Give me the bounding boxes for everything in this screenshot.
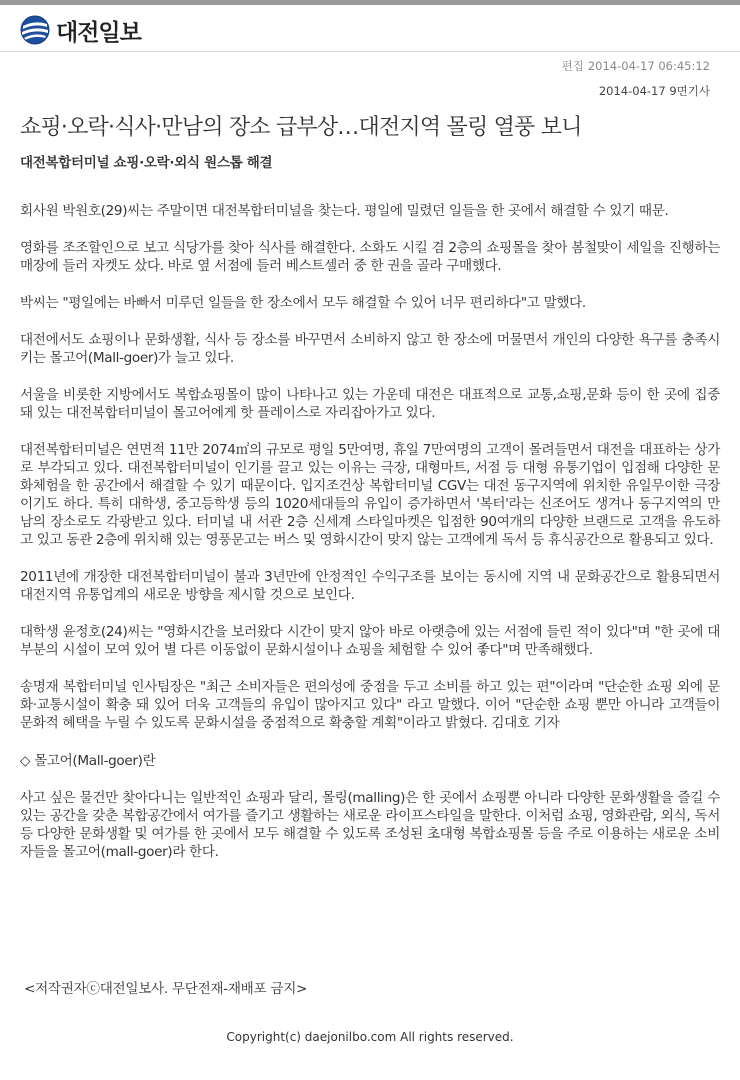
- site-logo[interactable]: [20, 14, 141, 46]
- edit-time: 2014-04-17 06:45:12: [587, 59, 710, 73]
- article-paragraph: 대전에서도 쇼핑이나 문화생활, 식사 등 장소를 바꾸면서 소비하지 않고 한 장소에 머물면서 개인의 다양한 욕구를 충족시키는 몰고어(Mall-goer)가 늘고 있다.: [20, 332, 720, 366]
- site-header: [0, 5, 740, 52]
- article-paragraph: 박씨는 "평일에는 바빠서 미루던 일들을 한 장소에서 모두 해결할 수 있어 너무 편리하다"고 말했다.: [20, 295, 586, 311]
- edit-timestamp: [562, 58, 710, 74]
- article-title: 쇼핑·오락·식사·만남의 장소 급부상…대전지역 몰링 열풍 보니: [20, 115, 582, 140]
- logo-text: 대전일보: [56, 19, 141, 46]
- article-subtitle: 대전복합터미널 쇼핑·오락·외식 원스톱 해결: [20, 155, 273, 171]
- article-paragraph: 2011년에 개장한 대전복합터미널이 불과 3년만에 안정적인 수익구조를 보이는 동시에 지역 내 문화공간으로 활용되면서 대전지역 유통업계의 새로운 방향을 제시할 것으로 보인다.: [20, 569, 720, 603]
- article-paragraph: 대전복합터미널은 연면적 11만 2074㎡의 규모로 평일 5만여명, 휴일 7만여명의 고객이 몰려들면서 대전을 대표하는 상가로 부각되고 있다. 대전복합터미널이 인기를 끌고 있는 이유는 극장, 대형마트, 서점 등 대형 유통기업이 입점해 다양한 문화체험을 한 공간에서 해결할 수 있기 때문이다. 입지조건상 복합터미널 CGV는 대전 동구지역에 위치한 유일무이한 극장이기도 하다. 특히 대학생, 중고등학생 등의 1020세대들의 유입이 증가하면서 '복터'라는 신조어도 생겨나 동구지역의 만남의 장소로도 각광받고 있다. 터미널 내 서관 2층 신세계 스타일마켓은 입점한 90여개의 다양한 브랜드로 고객을 유도하고 있고 동관 2층에 위치해 있는 영풍문고는 버스 및 영화시간이 맞지 않는 고객에게 독서 등 휴식공간으로 활용되고 있다.: [20, 442, 720, 548]
- edit-label: 편집: [561, 59, 584, 73]
- article-paragraph: 대학생 윤정호(24)씨는 "영화시간을 보러왔다 시간이 맞지 않아 바로 아랫층에 있는 서점에 들린 적이 있다"며 "한 곳에 대부분의 시설이 모여 있어 별 다른 이동없이 문화시설이나 쇼핑을 체험할 수 있어 좋다"며 만족해했다.: [20, 624, 720, 658]
- article-paragraph: 송명재 복합터미널 인사팀장은 "최근 소비자들은 편의성에 중점을 두고 소비를 하고 있는 편"이라며 "단순한 쇼핑 외에 문화·교통시설이 확충 돼 있어 더욱 고객들의 유입이 많아지고 있다" 라고 말했다. 이어 "단순한 쇼핑 뿐만 아니라 고객들이 문화적 혜택을 누릴 수 있도록 문화시설을 중점적으로 확충할 계획"이라고 밝혔다. 김대호 기자: [20, 679, 720, 731]
- globe-logo-icon: [20, 15, 50, 45]
- article-paragraph: 회사원 박원호(29)씨는 주말이면 대전복합터미널을 찾는다. 평일에 밀렸던 일들을 한 곳에서 해결할 수 있기 때문.: [20, 203, 669, 219]
- box-paragraph: 사고 싶은 물건만 찾아다니는 일반적인 쇼핑과 달리, 몰링(malling)은 한 곳에서 쇼핑뿐 아니라 다양한 문화생활을 즐길 수 있는 공간을 갖춘 복합공간에서 여가를 즐기고 생활하는 새로운 라이프스타일을 말한다. 이처럼 쇼핑, 영화관람, 외식, 독서 등 다양한 문화생활 및 여가를 한 곳에서 모두 해결할 수 있도록 조성된 초대형 복합쇼핑몰 등을 주로 이용하는 새로운 소비자들을 몰고어(mall-goer)라 한다.: [20, 790, 720, 860]
- page-info: 2014-04-17 9면기사: [598, 84, 710, 98]
- article-paragraph: 영화를 조조할인으로 보고 식당가를 찾아 식사를 해결한다. 소화도 시킬 겸 2층의 쇼핑몰을 찾아 봄철맞이 세일을 진행하는 매장에 들러 자켓도 샀다. 바로 옆 서점에 들러 베스트셀러 중 한 권을 골라 구매했다.: [20, 240, 720, 274]
- box-heading: ◇ 몰고어(Mall-goer)란: [20, 753, 156, 769]
- copyright-notice: <저작권자ⓒ대전일보사. 무단전재-재배포 금지>: [24, 981, 308, 997]
- article-paragraph: 서울을 비롯한 지방에서도 복합쇼핑몰이 많이 나타나고 있는 가운데 대전은 대표적으로 교통,쇼핑,문화 등이 한 곳에 집중돼 있는 대전복합터미널이 몰고어에게 핫 플레이스로 자리잡아가고 있다.: [20, 387, 720, 421]
- article-body: [20, 202, 720, 880]
- footer-copyright: Copyright(c) daejonilbo.com All rights reserved.: [226, 1030, 514, 1044]
